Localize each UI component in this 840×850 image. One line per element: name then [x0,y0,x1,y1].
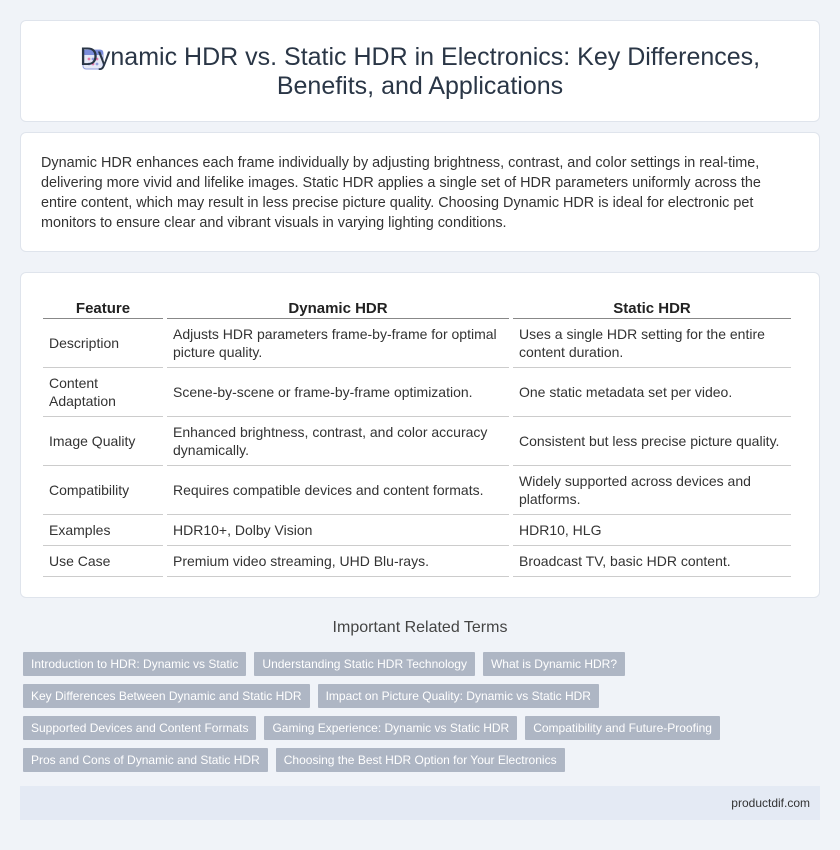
dynamic-cell: Requires compatible devices and content formats. [167,466,509,515]
feature-cell: Compatibility [43,466,163,515]
table-row [43,417,791,466]
static-cell: Uses a single HDR setting for the entire content duration. [513,319,791,368]
header-static-hdr: Static HDR [513,295,791,319]
feature-cell: Content Adaptation [43,368,163,417]
feature-cell: Image Quality [43,417,163,466]
table-row [43,319,791,368]
page-title: Dynamic HDR vs. Static HDR in Electronics: Key Differences, Benefits, and Applications [79,43,761,100]
intro-paragraph: Dynamic HDR enhances each frame individually by adjusting brightness, contrast, and color settings in real-time, delivering more vivid and lifelike images. Static HDR applies a single set of HDR parameters uniformly across the entire content, which may result in less precise picture quality. Choosing Dynamic HDR is ideal for electronic pet monitors to ensure clear and vibrant visuals in varying lighting conditions. [41,155,761,231]
related-term-link[interactable]: Gaming Experience: Dynamic vs Static HDR [264,716,517,740]
related-term-link[interactable]: Understanding Static HDR Technology [254,652,475,676]
footer-bar [20,786,820,820]
table-row [43,466,791,515]
table-header-row [43,295,791,319]
footer-site-link[interactable]: productdif.com [731,796,810,810]
related-term-link[interactable]: Introduction to HDR: Dynamic vs Static [23,652,246,676]
table-row [43,368,791,417]
related-term-link[interactable]: Impact on Picture Quality: Dynamic vs Static HDR [318,684,599,708]
header-feature: Feature [43,295,163,319]
static-cell: Widely supported across devices and platforms. [513,466,791,515]
related-term-link[interactable]: Pros and Cons of Dynamic and Static HDR [23,748,268,772]
related-term-link[interactable]: What is Dynamic HDR? [483,652,625,676]
feature-cell: Examples [43,515,163,546]
related-terms-list [23,652,823,780]
header-card [20,20,820,122]
comparison-table-card [20,272,820,598]
related-term-link[interactable]: Choosing the Best HDR Option for Your Electronics [276,748,565,772]
related-term-link[interactable]: Key Differences Between Dynamic and Static HDR [23,684,310,708]
static-cell: One static metadata set per video. [513,368,791,417]
table-row [43,546,791,577]
related-terms-heading: Important Related Terms [332,619,508,636]
dynamic-cell: Premium video streaming, UHD Blu-rays. [167,546,509,577]
dynamic-cell: HDR10+, Dolby Vision [167,515,509,546]
table-row [43,515,791,546]
intro-card [20,132,820,252]
header-dynamic-hdr: Dynamic HDR [167,295,509,319]
dynamic-cell: Enhanced brightness, contrast, and color accuracy dynamically. [167,417,509,466]
static-cell: Broadcast TV, basic HDR content. [513,546,791,577]
related-term-link[interactable]: Supported Devices and Content Formats [23,716,256,740]
related-term-link[interactable]: Compatibility and Future-Proofing [525,716,720,740]
static-cell: HDR10, HLG [513,515,791,546]
dynamic-cell: Adjusts HDR parameters frame-by-frame for optimal picture quality. [167,319,509,368]
feature-cell: Use Case [43,546,163,577]
comparison-table [39,295,795,577]
static-cell: Consistent but less precise picture quality. [513,417,791,466]
feature-cell: Description [43,319,163,368]
dynamic-cell: Scene-by-scene or frame-by-frame optimization. [167,368,509,417]
